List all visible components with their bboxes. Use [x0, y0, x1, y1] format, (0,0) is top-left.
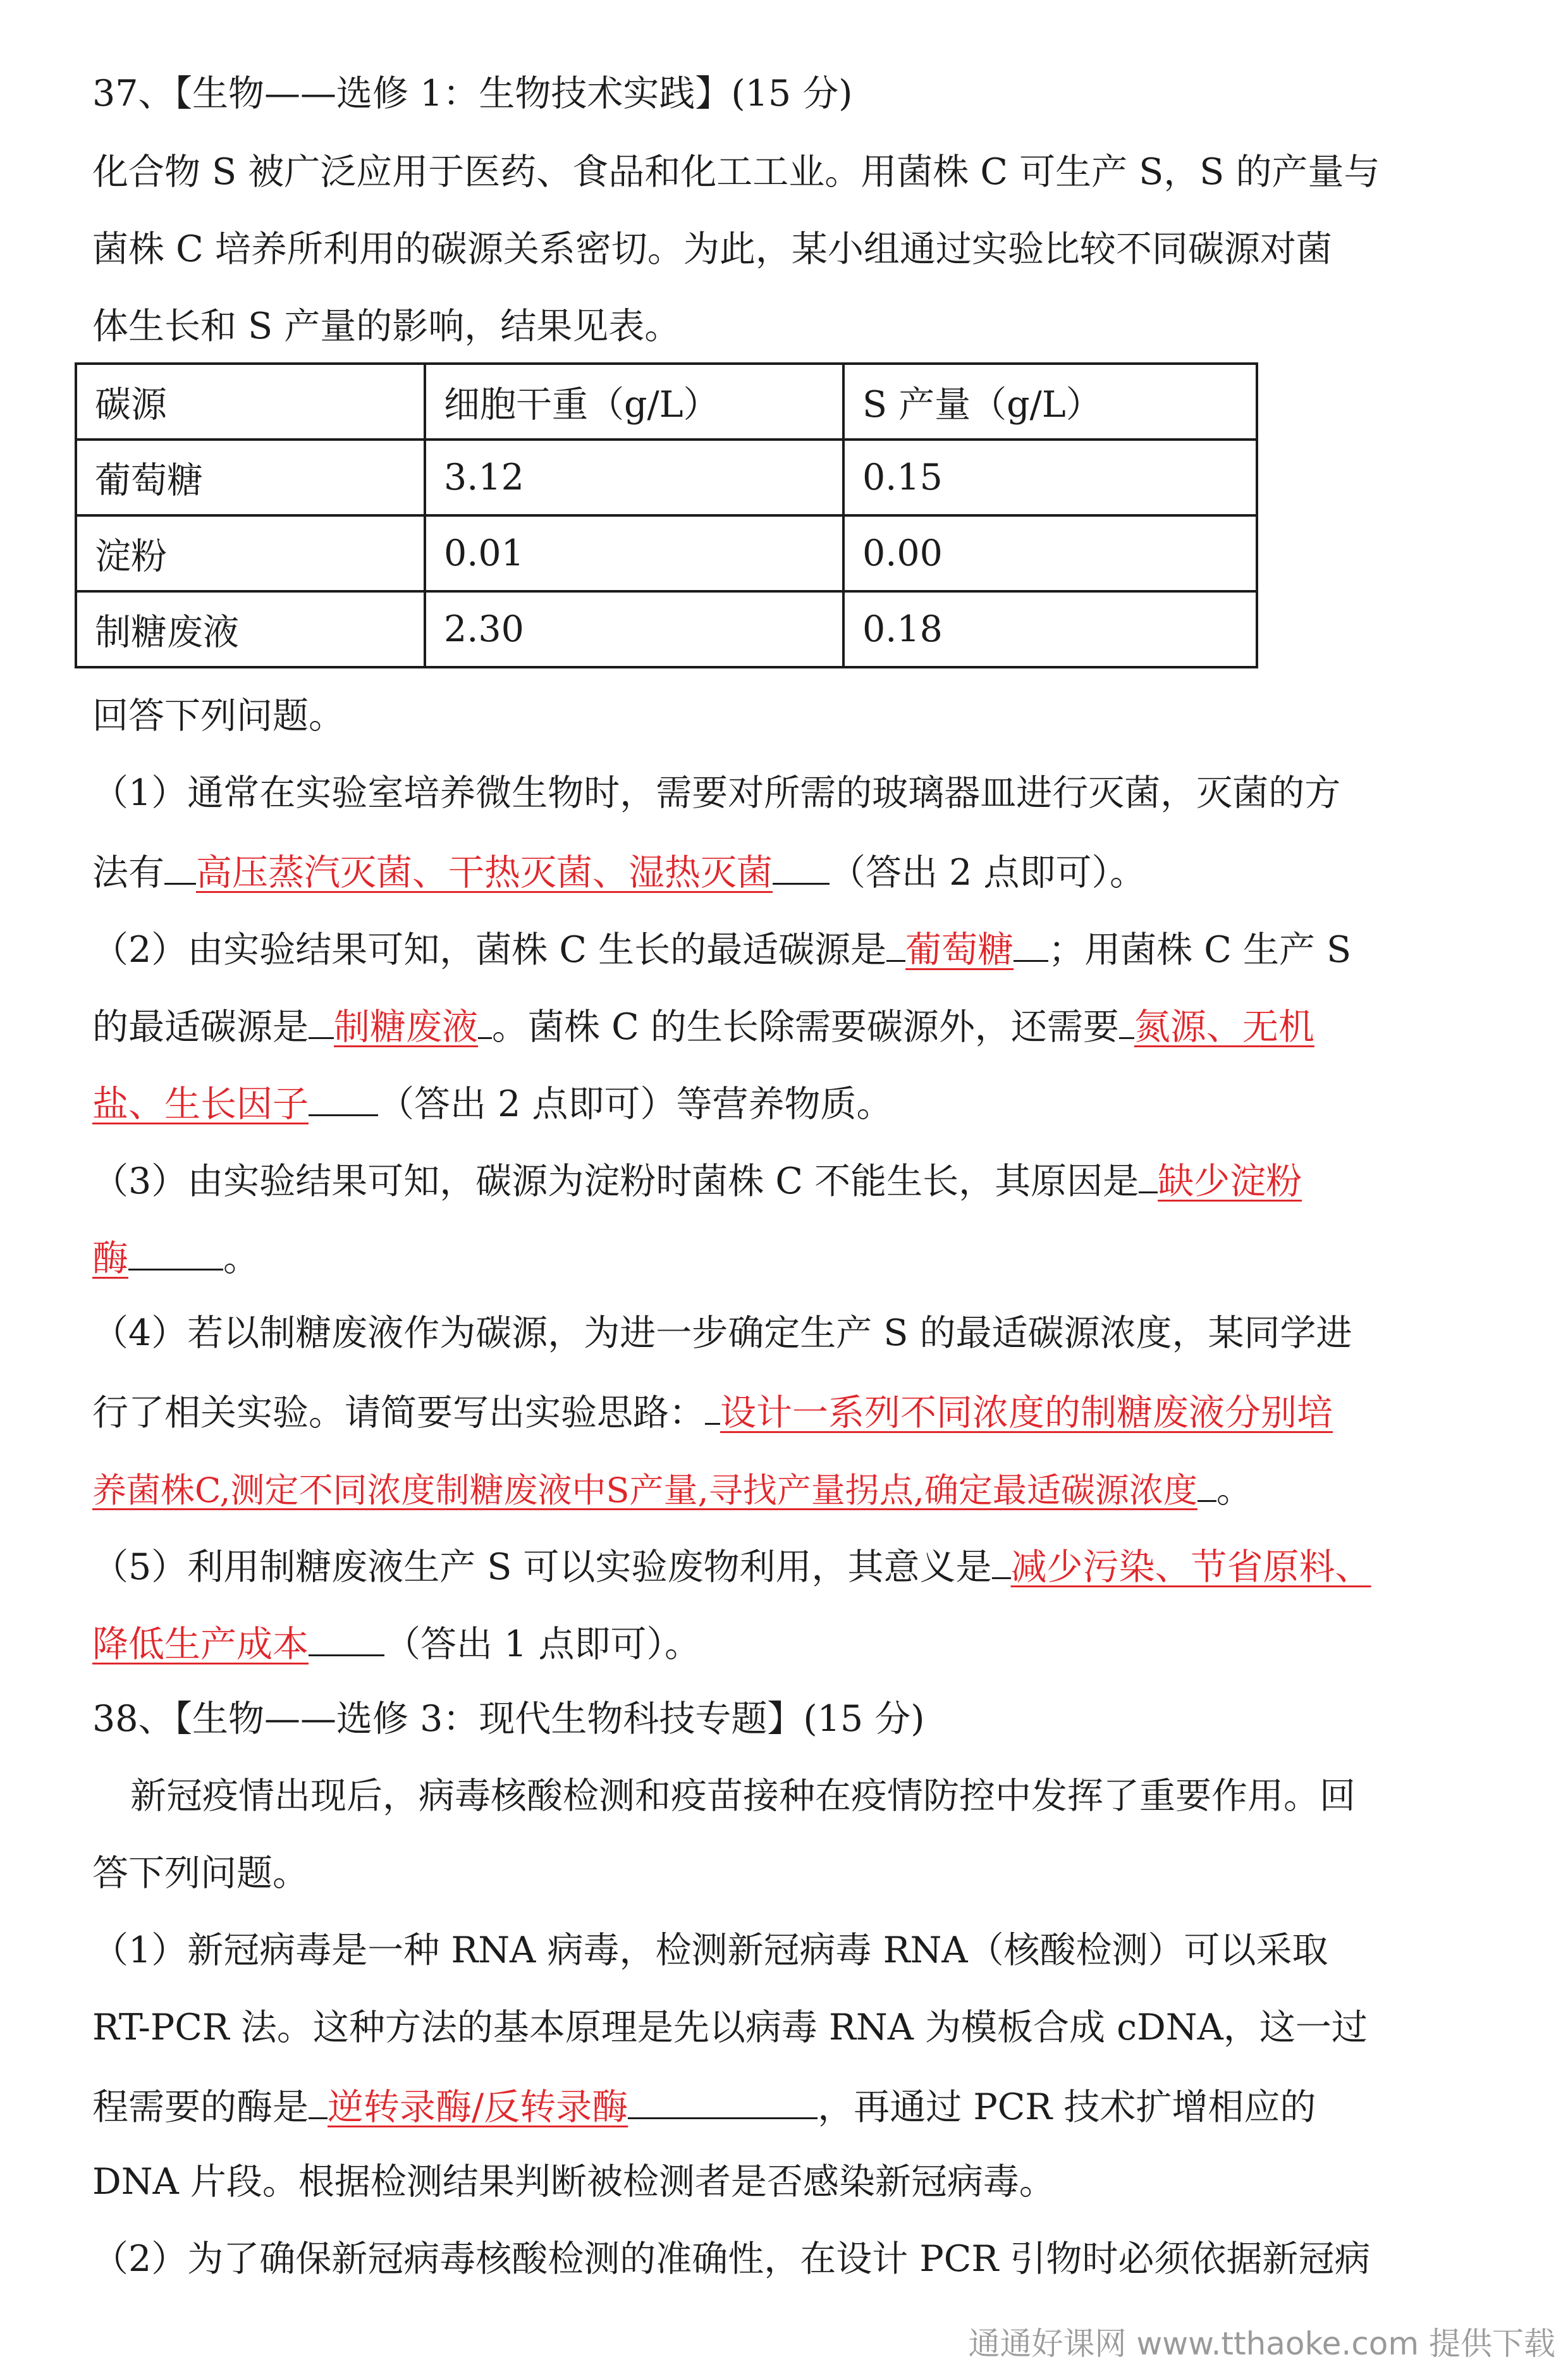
table-cell: 0.00	[843, 515, 1257, 591]
blank-line	[128, 1233, 223, 1271]
q37-intro-line-1: 化合物 S 被广泛应用于医药、食品和化工工业。用菌株 C 可生产 S，S 的产量与	[92, 151, 1380, 193]
table-cell: 0.15	[843, 440, 1257, 515]
table-row	[76, 591, 1257, 667]
q37-p5-line-1	[92, 1542, 1452, 1590]
blank-line	[309, 2082, 328, 2119]
q37-p2-prefix-2: 的最适碳源是	[92, 1006, 309, 1048]
q37-p5-line-2	[92, 1619, 1452, 1667]
answer-sterilization-methods: 高压蒸汽灭菌、干热灭菌、湿热灭菌	[196, 852, 773, 894]
answer-starch-reason-part-1: 缺少淀粉	[1158, 1160, 1302, 1202]
answer-best-growth-carbon: 葡萄糖	[905, 929, 1014, 971]
q38-p1-suffix: ，再通过 PCR 技术扩增相应的	[818, 2086, 1316, 2128]
blank-line	[1014, 925, 1048, 962]
q37-p2-mid: ；用菌株 C 生产 S	[1048, 929, 1352, 971]
q37-p4-line-2	[92, 1388, 1452, 1436]
blank-line	[1119, 1002, 1134, 1039]
answer-best-production-carbon: 制糖废液	[334, 1006, 478, 1048]
q37-p2-prefix: （2）由实验结果可知，菌株 C 生长的最适碳源是	[92, 929, 887, 971]
blank-line	[705, 1388, 720, 1425]
q37-p3-suffix: 。	[223, 1238, 259, 1279]
q38-p1-prefix: 程需要的酶是	[92, 2086, 309, 2128]
q37-p2-line-3	[92, 1079, 1452, 1127]
table-cell: 制糖废液	[76, 591, 425, 667]
blank-line	[478, 1002, 492, 1039]
answer-reverse-transcriptase: 逆转录酶/反转录酶	[328, 2086, 628, 2128]
blank-line	[992, 1542, 1011, 1579]
q37-intro-line-3: 体生长和 S 产量的影响，结果见表。	[92, 305, 681, 347]
blank-line	[628, 2082, 818, 2119]
table-header-cell: S 产量（g/L）	[843, 364, 1257, 440]
blank-line	[309, 1079, 378, 1116]
answer-significance-part-1: 减少污染、节省原料、	[1010, 1546, 1371, 1588]
table-cell: 3.12	[425, 440, 843, 515]
q38-p1-line-3	[92, 2082, 1452, 2130]
q38-p1-line-1: （1）新冠病毒是一种 RNA 病毒，检测新冠病毒 RNA（核酸检测）可以采取	[92, 1929, 1328, 1971]
site-watermark: 通通好课网 www.tthaoke.com 提供下载	[968, 2325, 1555, 2362]
q37-p2-mid-2: 。菌株 C 的生长除需要碳源外，还需要	[492, 1006, 1119, 1048]
table-cell: 葡萄糖	[76, 440, 425, 515]
carbon-source-table	[75, 362, 1258, 668]
q37-p5-prefix: （5）利用制糖废液生产 S 可以实验废物利用，其意义是	[92, 1546, 992, 1588]
q38-heading: 38、【生物——选修 3：现代生物科技专题】(15 分)	[92, 1698, 925, 1740]
table-cell: 0.01	[425, 515, 843, 591]
table-header-cell: 碳源	[76, 364, 425, 440]
table-row	[76, 440, 1257, 515]
answer-experiment-design-part-1: 设计一系列不同浓度的制糖废液分别培	[720, 1392, 1333, 1434]
q37-p3-line-2	[92, 1233, 1452, 1281]
blank-line	[1197, 1465, 1216, 1502]
q37-heading: 37、【生物——选修 1：生物技术实践】(15 分)	[92, 73, 853, 114]
q37-p2-suffix: （答出 2 点即可）等营养物质。	[378, 1083, 893, 1125]
answer-nutrients-part-2: 盐、生长因子	[92, 1083, 309, 1125]
blank-line	[164, 847, 196, 885]
q37-prompt: 回答下列问题。	[92, 695, 345, 737]
q38-p1-line-2: RT-PCR 法。这种方法的基本原理是先以病毒 RNA 为模板合成 cDNA，这一过	[92, 2007, 1368, 2048]
table-header-cell: 细胞干重（g/L）	[425, 364, 843, 440]
q37-intro-line-2: 菌株 C 培养所利用的碳源关系密切。为此，某小组通过实验比较不同碳源对菌	[92, 228, 1332, 270]
table-cell: 2.30	[425, 591, 843, 667]
q37-p4-line-1: （4）若以制糖废液作为碳源，为进一步确定生产 S 的最适碳源浓度，某同学进	[92, 1312, 1352, 1354]
answer-nutrients-part-1: 氮源、无机	[1134, 1006, 1314, 1048]
answer-significance-part-2: 降低生产成本	[92, 1623, 309, 1665]
q37-p1-suffix: （答出 2 点即可）。	[830, 852, 1146, 894]
q38-intro-line-2: 答下列问题。	[92, 1852, 309, 1894]
table-cell: 0.18	[843, 591, 1257, 667]
blank-line	[1139, 1156, 1158, 1193]
q37-p1-line-2	[92, 847, 1452, 895]
q37-p3-line-1	[92, 1156, 1452, 1204]
q37-p4-line-3	[92, 1465, 1452, 1513]
q37-p4-suffix: 。	[1216, 1469, 1253, 1511]
answer-starch-reason-part-2: 酶	[92, 1238, 128, 1279]
table-header-row	[76, 364, 1257, 440]
table-row	[76, 515, 1257, 591]
q38-intro-line-1: 新冠疫情出现后，病毒核酸检测和疫苗接种在疫情防控中发挥了重要作用。回	[130, 1775, 1356, 1817]
q37-p5-suffix: （答出 1 点即可）。	[384, 1623, 701, 1665]
table-cell: 淀粉	[76, 515, 425, 591]
q37-p2-line-1	[92, 925, 1452, 973]
q37-p3-prefix: （3）由实验结果可知，碳源为淀粉时菌株 C 不能生长，其原因是	[92, 1160, 1139, 1202]
q37-p1-line-1: （1）通常在实验室培养微生物时，需要对所需的玻璃器皿进行灭菌，灭菌的方	[92, 772, 1341, 814]
q37-p2-line-2	[92, 1002, 1452, 1050]
q37-p4-prefix: 行了相关实验。请简要写出实验思路：	[92, 1392, 705, 1434]
blank-line	[773, 847, 830, 885]
answer-experiment-design-part-2: 养菌株C,测定不同浓度制糖废液中S产量,寻找产量拐点,确定最适碳源浓度	[92, 1470, 1197, 1510]
q37-p1-prefix: 法有	[92, 852, 164, 894]
blank-line	[309, 1619, 384, 1656]
q38-p2-line-1: （2）为了确保新冠病毒核酸检测的准确性，在设计 PCR 引物时必须依据新冠病	[92, 2238, 1371, 2280]
blank-line	[886, 925, 905, 962]
blank-line	[309, 1002, 334, 1039]
q38-p1-line-4: DNA 片段。根据检测结果判断被检测者是否感染新冠病毒。	[92, 2161, 1055, 2203]
